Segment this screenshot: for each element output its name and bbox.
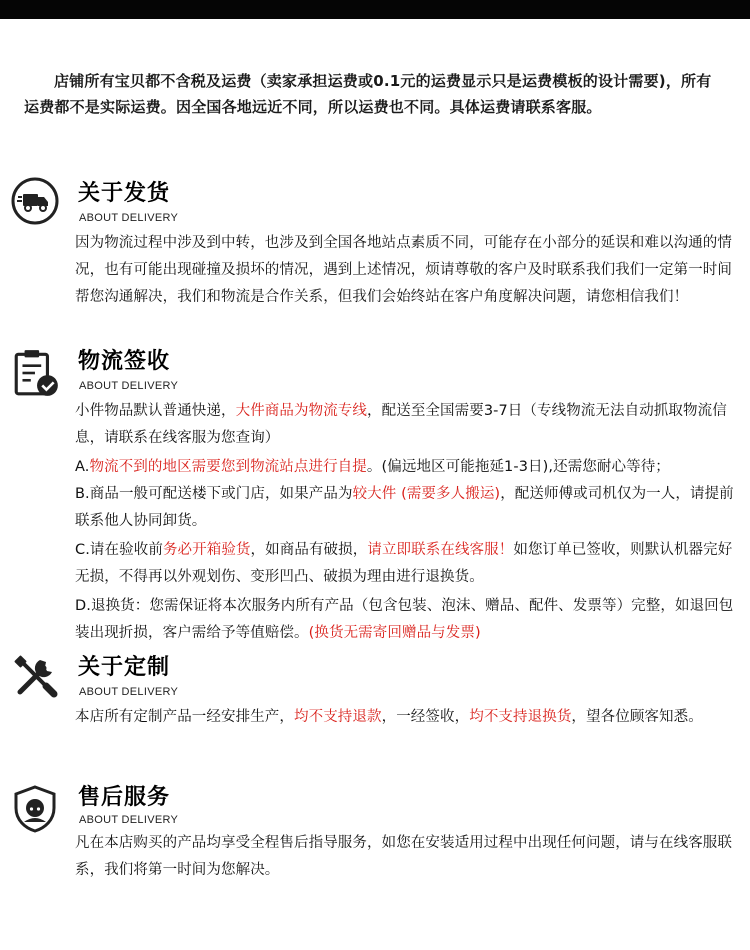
highlight-text: 均不支持退换货 [469, 709, 572, 725]
text-segment: ，望各位顾客知悉。 [571, 709, 703, 725]
section-title: 物流签收 [78, 349, 171, 374]
section-subtitle: ABOUT DELIVERY [79, 380, 179, 392]
service-shield-icon [10, 784, 60, 834]
section-logistics [0, 340, 750, 640]
text-segment: 本店所有定制产品一经安排生产， [75, 709, 294, 725]
shipping-notice: 店铺所有宝贝都不含税及运费（卖家承担运费或0.1元的运费显示只是运费模板的设计需要)，所有运费都不是实际运费。因全国各地远近不同，所以运费也不同。具体运费请联系客服。 [24, 72, 712, 116]
aftersale-text: 凡在本店购买的产品均享受全程售后指导服务，如您在安装适用过程中出现任何问题，请与在线客服联系，我们将第一时间为您解决。 [75, 835, 732, 878]
highlight-text: 大件商品为物流专线 [235, 403, 368, 419]
custom-text [75, 704, 745, 731]
highlight-text: 较大件 (需要多人搬运) [352, 486, 501, 502]
top-bar [0, 0, 750, 19]
section-subtitle: ABOUT DELIVERY [79, 814, 179, 826]
highlight-text: 物流不到的地区需要您到物流站点进行自提 [89, 459, 367, 475]
delivery-truck-icon [10, 176, 60, 226]
delivery-text: 因为物流过程中涉及到中转，也涉及到全国各地站点素质不同，可能存在小部分的延误和难以沟通的情况，也有可能出现碰撞及损坏的情况，遇到上述情况，烦请尊敬的客户及时联系我们我们一定第一时间帮您沟通解决，我们和物流是合作关系，但我们会始终站在客户角度解决问题，请您相信我们！ [75, 235, 732, 305]
tools-icon [10, 652, 60, 702]
section-body [75, 704, 745, 731]
text-segment: B.商品一般可配送楼下或门店，如果产品为 [75, 486, 353, 502]
text-segment: 小件物品默认普通快递， [75, 403, 236, 419]
section-body [75, 230, 745, 311]
section-delivery [0, 172, 750, 342]
section-title: 关于定制 [78, 655, 171, 680]
section-title: 售后服务 [78, 785, 171, 810]
clipboard-check-icon [10, 346, 62, 400]
section-aftersale [0, 780, 750, 900]
section-body [75, 830, 745, 884]
text-segment: A. [75, 459, 90, 475]
section-title: 关于发货 [78, 181, 171, 206]
highlight-text: 请立即联系在线客服！ [367, 542, 514, 558]
logistics-item-c [75, 537, 745, 591]
highlight-text: 均不支持退款 [294, 709, 382, 725]
logistics-item-d [75, 593, 745, 647]
text-segment: ，配送师傅或司机仅为一人，请提前联系他人协同卸货。 [75, 486, 734, 529]
logistics-item-b [75, 481, 745, 535]
highlight-text: 务必开箱验货 [162, 542, 251, 558]
text-segment: ，配送至全国需要3-7日（专线物流无法自动抓取物流信息，请联系在线客服为您查询） [75, 403, 727, 446]
text-segment: 如您订单已签收，则默认机器完好无损，不得再以外观划伤、变形凹凸、破损为理由进行退换货。 [75, 542, 733, 585]
section-custom [0, 648, 750, 768]
text-segment: 。(偏远地区可能拖延1-3日),还需您耐心等待； [366, 459, 670, 475]
text-segment: ，如商品有破损， [250, 542, 368, 558]
highlight-text: (换货无需寄回赠品与发票) [308, 625, 481, 641]
logistics-item-a [75, 454, 745, 481]
section-subtitle: ABOUT DELIVERY [79, 686, 179, 698]
section-subtitle: ABOUT DELIVERY [79, 212, 179, 224]
section-body [75, 398, 745, 647]
text-segment: C.请在验收前 [75, 542, 163, 558]
logistics-intro [75, 398, 745, 452]
text-segment: ，一经签收， [381, 709, 470, 725]
text-segment: D.退换货：您需保证将本次服务内所有产品（包含包装、泡沫、赠品、配件、发票等）完整，如退回包装出现折损，客户需给予等值赔偿。 [75, 598, 734, 641]
